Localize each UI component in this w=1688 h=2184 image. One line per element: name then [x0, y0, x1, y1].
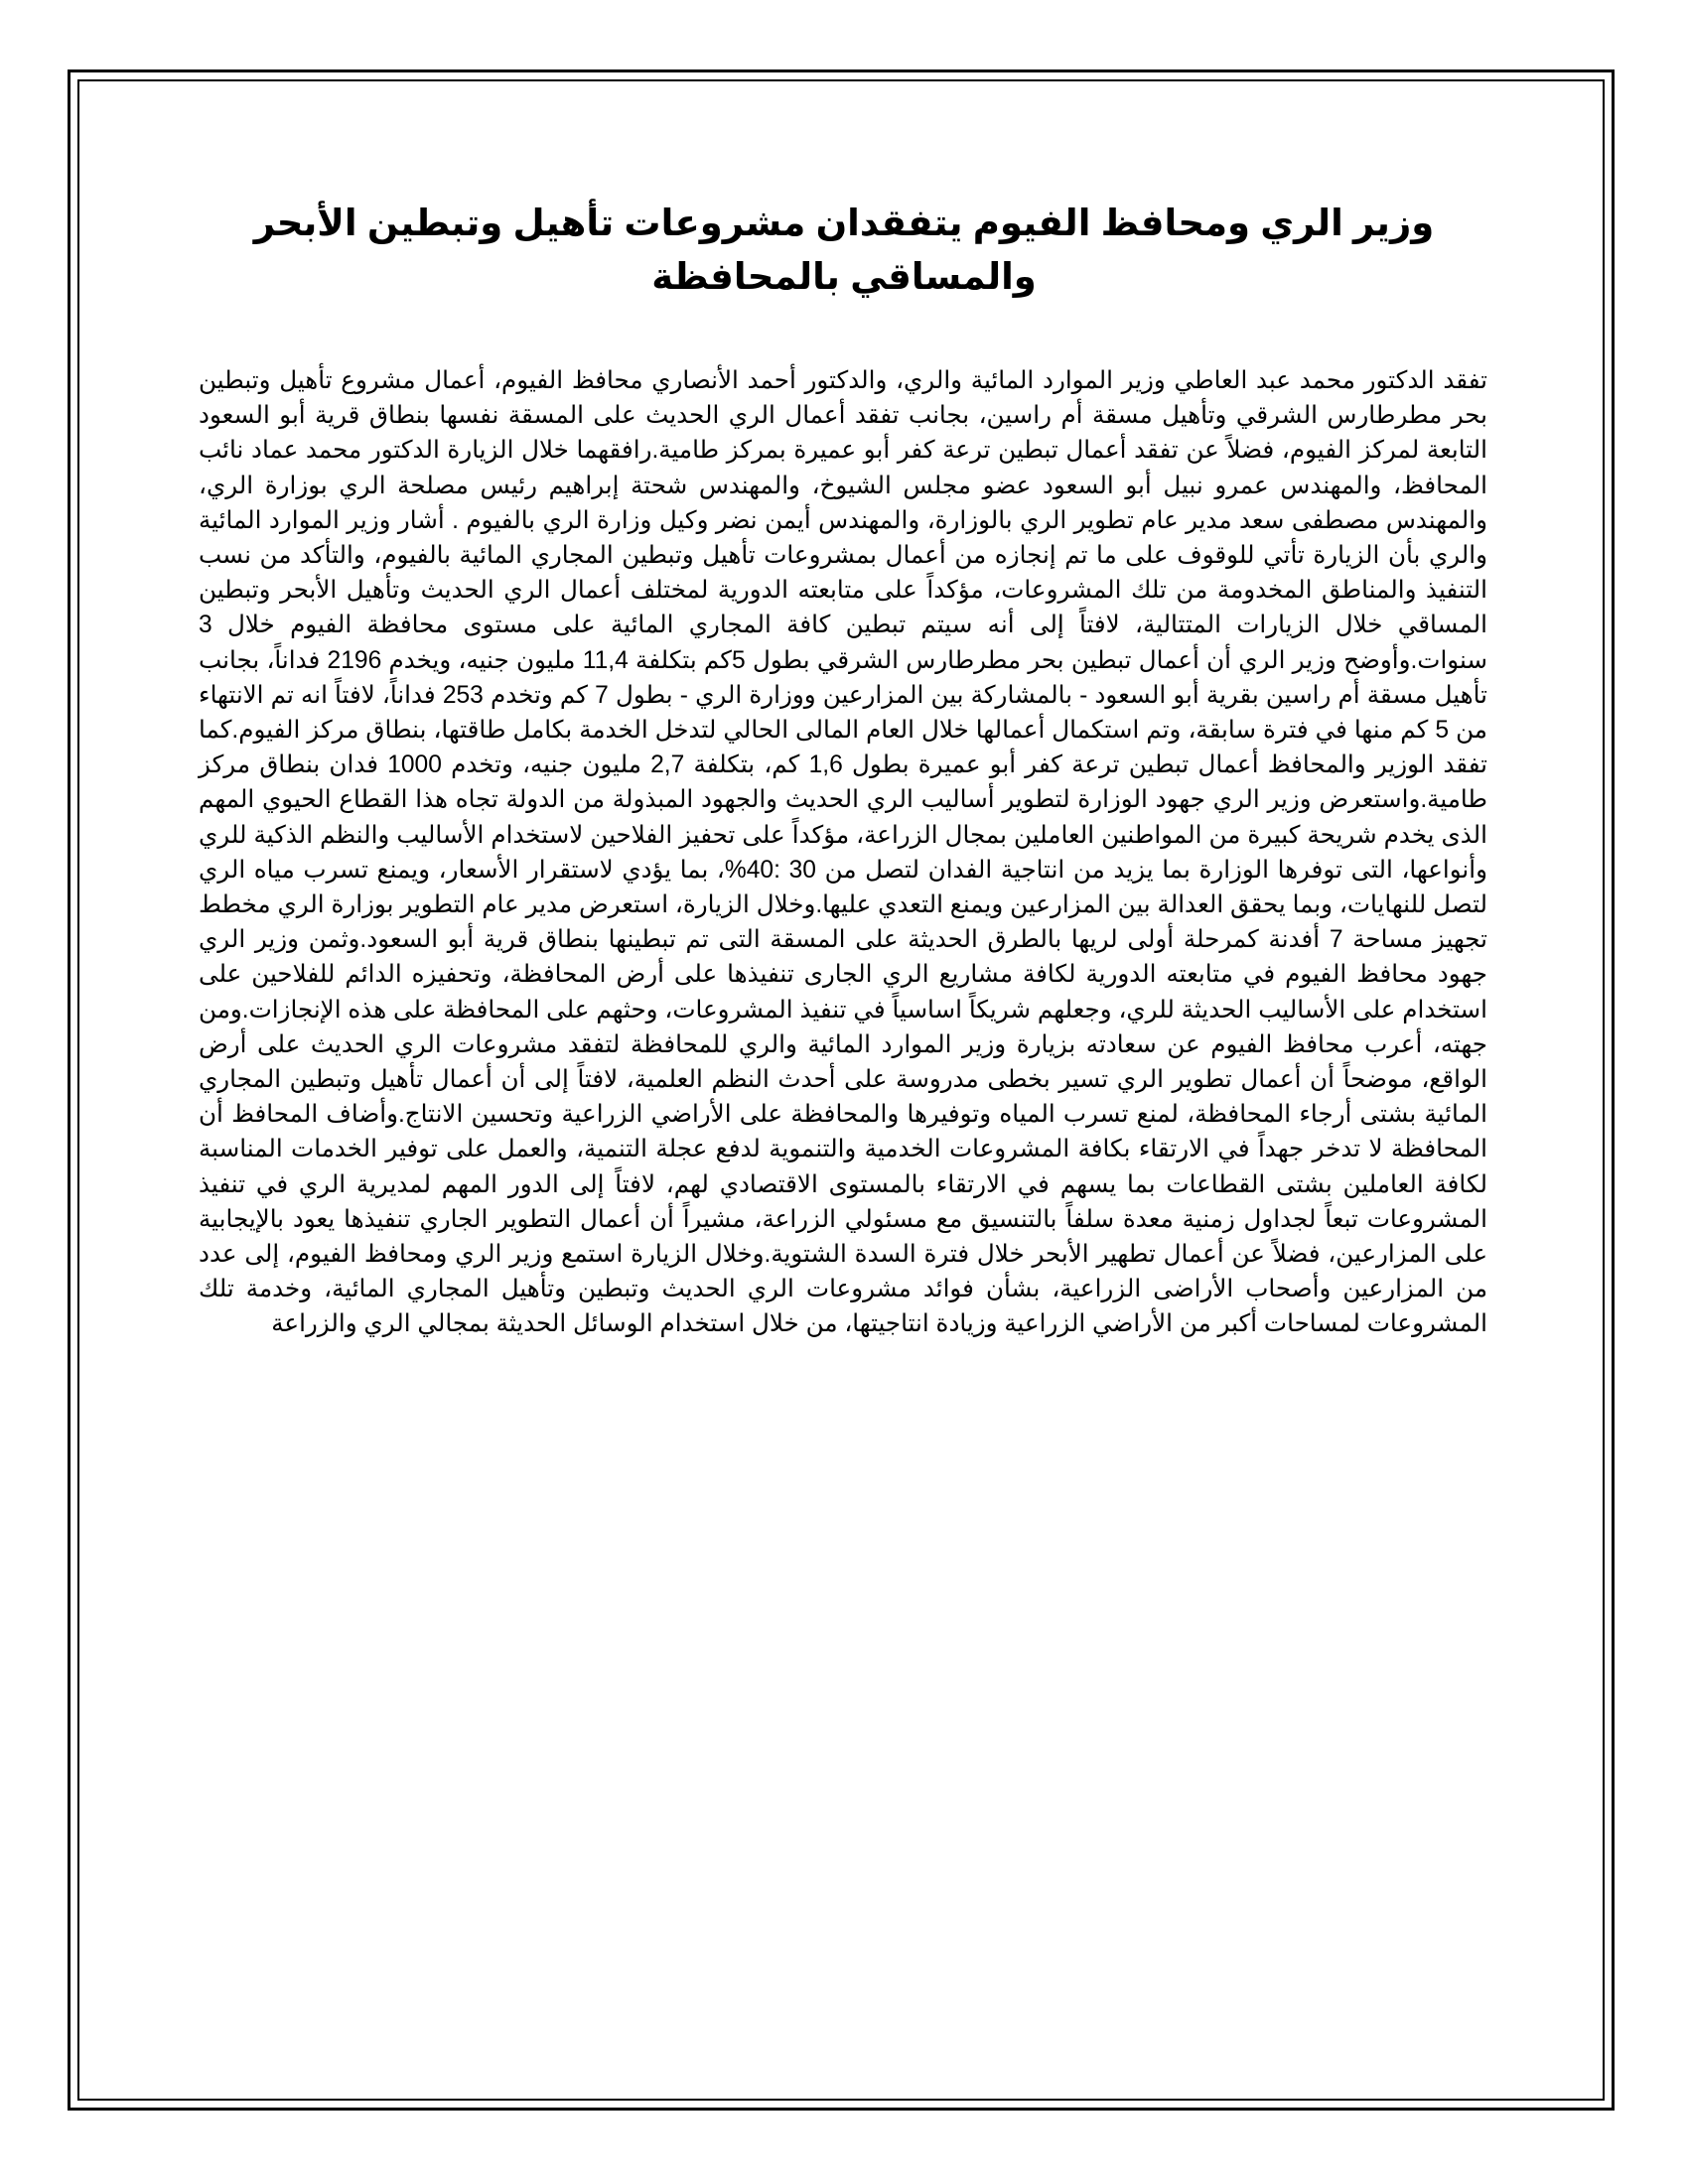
article-title: وزير الري ومحافظ الفيوم يتفقدان مشروعات تأهيل وتبطين الأبحر والمساقي بالمحافظة	[253, 203, 1435, 297]
article-body: تفقد الدكتور محمد عبد العاطي وزير الموارد المائية والري، والدكتور أحمد الأنصاري محافظ الفيوم، أعمال مشروع تأهيل وتبطين بحر مطرطارس الشرقي وتأهيل مسقة أم راسين، بجانب تفقد أعمال الري الحديث على المسقة نفسها بنطاق قرية أبو السعود التابعة لمركز الفيوم، فضلاً عن تفقد أعمال تبطين ترعة كفر أبو عميرة بمركز طامية.رافقهما خلال الزيارة الدكتور محمد عماد نائب المحافظ، والمهندس عمرو نبيل أبو السعود عضو مجلس الشيوخ، والمهندس شحتة إبراهيم رئيس مصلحة الري بوزارة الري، والمهندس مصطفى سعد مدير عام تطوير الري بالوزارة، والمهندس أيمن نضر وكيل وزارة الري بالفيوم . أشار وزير الموارد المائية والري بأن الزيارة تأتي للوقوف على ما تم إنجازه من أعمال بمشروعات تأهيل وتبطين المجاري المائية بالفيوم، والتأكد من نسب التنفيذ والمناطق المخدومة من تلك المشروعات، مؤكداً على متابعته الدورية لمختلف أعمال الري الحديث وتأهيل الأبحر وتبطين المساقي خلال الزيارات المتتالية، لافتاً إلى أنه سيتم تبطين كافة المجاري المائية على مستوى محافظة الفيوم خلال 3 سنوات.وأوضح وزير الري أن أعمال تبطين بحر مطرطارس الشرقي بطول 5كم بتكلفة 11,4 مليون جنيه، ويخدم 2196 فداناً، بجانب تأهيل مسقة أم راسين بقرية أبو السعود - بالمشاركة بين المزارعين ووزارة الري - بطول 7 كم وتخدم 253 فداناً، لافتاً انه تم الانتهاء من 5 كم منها في فترة سابقة، وتم استكمال أعمالها خلال العام المالى الحالي لتدخل الخدمة بكامل طاقتها، بنطاق مركز الفيوم.كما تفقد الوزير والمحافظ أعمال تبطين ترعة كفر أبو عميرة بطول 1,6 كم، بتكلفة 2,7 مليون جنيه، وتخدم 1000 فدان بنطاق مركز طامية.واستعرض وزير الري جهود الوزارة لتطوير أساليب الري الحديث والجهود المبذولة من الدولة تجاه هذا القطاع الحيوي المهم الذى يخدم شريحة كبيرة من المواطنين العاملين بمجال الزراعة، مؤكداً على تحفيز الفلاحين لاستخدام الأساليب والنظم الذكية للري وأنواعها، التى توفرها الوزارة بما يزيد من انتاجية الفدان لتصل من 30 :40%، بما يؤدي لاستقرار الأسعار، ويمنع تسرب مياه الري لتصل للنهايات، وبما يحقق العدالة بين المزارعين ويمنع التعدي عليها.وخلال الزيارة، استعرض مدير عام التطوير بوزارة الري مخطط تجهيز مساحة 7 أفدنة كمرحلة أولى لريها بالطرق الحديثة على المسقة التى تم تبطينها بنطاق قرية أبو السعود.وثمن وزير الري جهود محافظ الفيوم في متابعته الدورية لكافة مشاريع الري الجارى تنفيذها على أرض المحافظة، وتحفيزه الدائم للفلاحين على استخدام على الأساليب الحديثة للري، وجعلهم شريكاً اساسياً في تنفيذ المشروعات، وحثهم على المحافظة على هذه الإنجازات.ومن جهته، أعرب محافظ الفيوم عن سعادته بزيارة وزير الموارد المائية والري للمحافظة لتفقد مشروعات الري الحديث على أرض الواقع، موضحاً أن أعمال تطوير الري تسير بخطى مدروسة على أحدث النظم العلمية، لافتاً إلى أن أعمال تأهيل وتبطين المجاري المائية بشتى أرجاء المحافظة، لمنع تسرب المياه وتوفيرها والمحافظة على الأراضي الزراعية وتحسين الانتاج.وأضاف المحافظ أن المحافظة لا تدخر جهداً في الارتقاء بكافة المشروعات الخدمية والتنموية لدفع عجلة التنمية، والعمل على توفير الخدمات المناسبة لكافة العاملين بشتى القطاعات بما يسهم في الارتقاء بالمستوى الاقتصادي لهم، لافتاً إلى الدور المهم لمديرية الري في تنفيذ المشروعات تبعاً لجداول زمنية معدة سلفاً بالتنسيق مع مسئولي الزراعة، مشيراً أن أعمال التطوير الجاري تنفيذها يعود بالإيجابية على المزارعين، فضلاً عن أعمال تطهير الأبحر خلال فترة السدة الشتوية.وخلال الزيارة استمع وزير الري ومحافظ الفيوم، إلى عدد من المزارعين وأصحاب الأراضى الزراعية، بشأن فوائد مشروعات الري الحديث وتبطين وتأهيل المجاري المائية، وخدمة تلك المشروعات لمساحات أكبر من الأراضي الزراعية وزيادة انتاجيتها، من خلال استخدام الوسائل الحديثة بمجالي الري والزراعة	[199, 367, 1488, 1338]
